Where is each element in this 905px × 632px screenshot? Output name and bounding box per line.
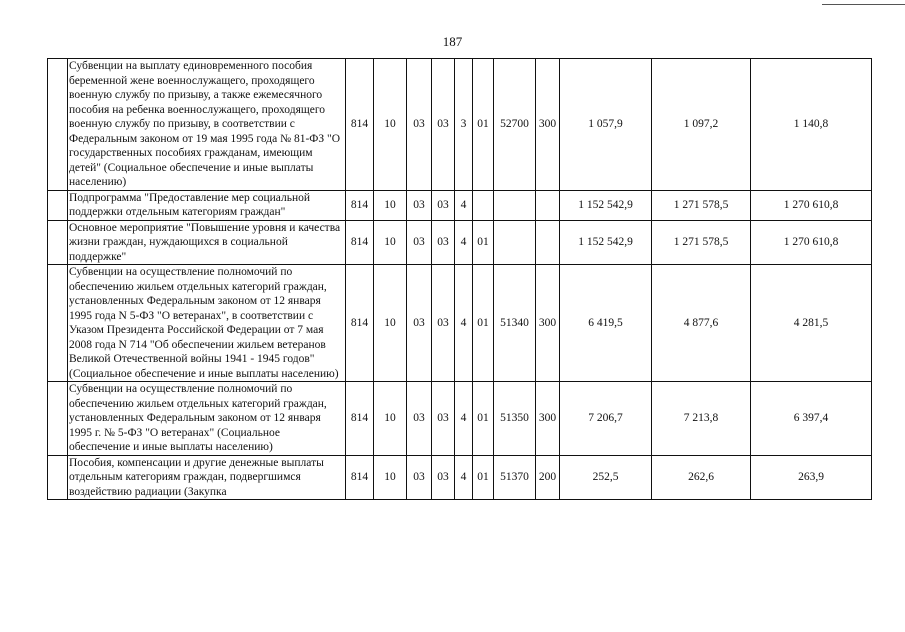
subprogram-code-cell: 3 <box>455 59 473 191</box>
amount-year3-cell: 1 140,8 <box>751 59 872 191</box>
budget-table <box>47 58 872 500</box>
row-index-cell <box>48 455 68 500</box>
event-code-cell: 01 <box>473 220 494 265</box>
description-cell: Субвенции на осуществление полномочий по обеспечению жильем отдельных категорий граждан, установленных Федеральным законом от 12 января 1995 года N 5-ФЗ "О ветеранах", в соответствии с Указом Президента Российской Федерации от 7 мая 2008 года N 714 "Об обеспечении жильем ветеранов Великой Отечественной войны 1941 - 1945 годов" (Социальное обеспечение и иные выплаты населению) <box>68 265 346 382</box>
subsection-code-cell: 03 <box>407 59 432 191</box>
amount-year1-cell: 252,5 <box>560 455 652 500</box>
program-code-cell: 03 <box>432 220 455 265</box>
table-row <box>48 59 872 191</box>
expense-type-cell <box>536 190 560 220</box>
amount-year3-cell: 1 270 610,8 <box>751 220 872 265</box>
ministry-code-cell: 814 <box>346 59 374 191</box>
direction-code-cell: 51350 <box>494 382 536 456</box>
expense-type-cell: 300 <box>536 382 560 456</box>
event-code-cell: 01 <box>473 455 494 500</box>
event-code-cell <box>473 190 494 220</box>
ministry-code-cell: 814 <box>346 265 374 382</box>
table-row <box>48 265 872 382</box>
ministry-code-cell: 814 <box>346 455 374 500</box>
expense-type-cell <box>536 220 560 265</box>
program-code-cell: 03 <box>432 382 455 456</box>
description-cell: Субвенции на осуществление полномочий по обеспечению жильем отдельных категорий граждан, установленных Федеральным законом от 12 января 1995 г. № 5-ФЗ "О ветеранах" (Социальное обеспечение и иные выплаты населению) <box>68 382 346 456</box>
direction-code-cell: 51340 <box>494 265 536 382</box>
amount-year1-cell: 1 152 542,9 <box>560 190 652 220</box>
row-index-cell <box>48 190 68 220</box>
amount-year2-cell: 7 213,8 <box>652 382 751 456</box>
description-cell: Пособия, компенсации и другие денежные выплаты отдельным категориям граждан, подвергшимся воздействию радиации (Закупка <box>68 455 346 500</box>
corner-rule <box>822 4 905 5</box>
section-code-cell: 10 <box>374 220 407 265</box>
amount-year1-cell: 1 152 542,9 <box>560 220 652 265</box>
program-code-cell: 03 <box>432 190 455 220</box>
expense-type-cell: 200 <box>536 455 560 500</box>
subsection-code-cell: 03 <box>407 455 432 500</box>
subsection-code-cell: 03 <box>407 265 432 382</box>
program-code-cell: 03 <box>432 455 455 500</box>
subsection-code-cell: 03 <box>407 220 432 265</box>
row-index-cell <box>48 220 68 265</box>
page-number: 187 <box>442 34 463 49</box>
section-code-cell: 10 <box>374 190 407 220</box>
subprogram-code-cell: 4 <box>455 455 473 500</box>
amount-year1-cell: 7 206,7 <box>560 382 652 456</box>
table-row <box>48 455 872 500</box>
direction-code-cell: 51370 <box>494 455 536 500</box>
expense-type-cell: 300 <box>536 59 560 191</box>
ministry-code-cell: 814 <box>346 220 374 265</box>
description-cell: Подпрограмма "Предоставление мер социальной поддержки отдельным категориям граждан" <box>68 190 346 220</box>
section-code-cell: 10 <box>374 382 407 456</box>
subsection-code-cell: 03 <box>407 190 432 220</box>
ministry-code-cell: 814 <box>346 382 374 456</box>
section-code-cell: 10 <box>374 265 407 382</box>
direction-code-cell <box>494 220 536 265</box>
section-code-cell: 10 <box>374 59 407 191</box>
amount-year2-cell: 1 097,2 <box>652 59 751 191</box>
amount-year1-cell: 1 057,9 <box>560 59 652 191</box>
row-index-cell <box>48 265 68 382</box>
row-index-cell <box>48 382 68 456</box>
description-cell: Субвенции на выплату единовременного пособия беременной жене военнослужащего, проходящего военную службу по призыву, а также ежемесячного пособия на ребенка военнослужащего, проходящего военную службу по призыву, в соответствии с Федеральным законом от 19 мая 1995 года № 81-ФЗ "О государственных пособиях гражданам, имеющим детей" (Социальное обеспечение и иные выплаты населению) <box>68 59 346 191</box>
amount-year2-cell: 1 271 578,5 <box>652 190 751 220</box>
table-row <box>48 220 872 265</box>
amount-year2-cell: 1 271 578,5 <box>652 220 751 265</box>
program-code-cell: 03 <box>432 265 455 382</box>
amount-year3-cell: 4 281,5 <box>751 265 872 382</box>
direction-code-cell: 52700 <box>494 59 536 191</box>
row-index-cell <box>48 59 68 191</box>
table-row <box>48 382 872 456</box>
description-cell: Основное мероприятие "Повышение уровня и качества жизни граждан, нуждающихся в социальной поддержке" <box>68 220 346 265</box>
section-code-cell: 10 <box>374 455 407 500</box>
subsection-code-cell: 03 <box>407 382 432 456</box>
event-code-cell: 01 <box>473 59 494 191</box>
event-code-cell: 01 <box>473 265 494 382</box>
direction-code-cell <box>494 190 536 220</box>
amount-year1-cell: 6 419,5 <box>560 265 652 382</box>
amount-year3-cell: 263,9 <box>751 455 872 500</box>
table-row <box>48 190 872 220</box>
ministry-code-cell: 814 <box>346 190 374 220</box>
event-code-cell: 01 <box>473 382 494 456</box>
amount-year2-cell: 262,6 <box>652 455 751 500</box>
expense-type-cell: 300 <box>536 265 560 382</box>
program-code-cell: 03 <box>432 59 455 191</box>
subprogram-code-cell: 4 <box>455 382 473 456</box>
subprogram-code-cell: 4 <box>455 265 473 382</box>
subprogram-code-cell: 4 <box>455 220 473 265</box>
subprogram-code-cell: 4 <box>455 190 473 220</box>
amount-year3-cell: 6 397,4 <box>751 382 872 456</box>
amount-year3-cell: 1 270 610,8 <box>751 190 872 220</box>
amount-year2-cell: 4 877,6 <box>652 265 751 382</box>
